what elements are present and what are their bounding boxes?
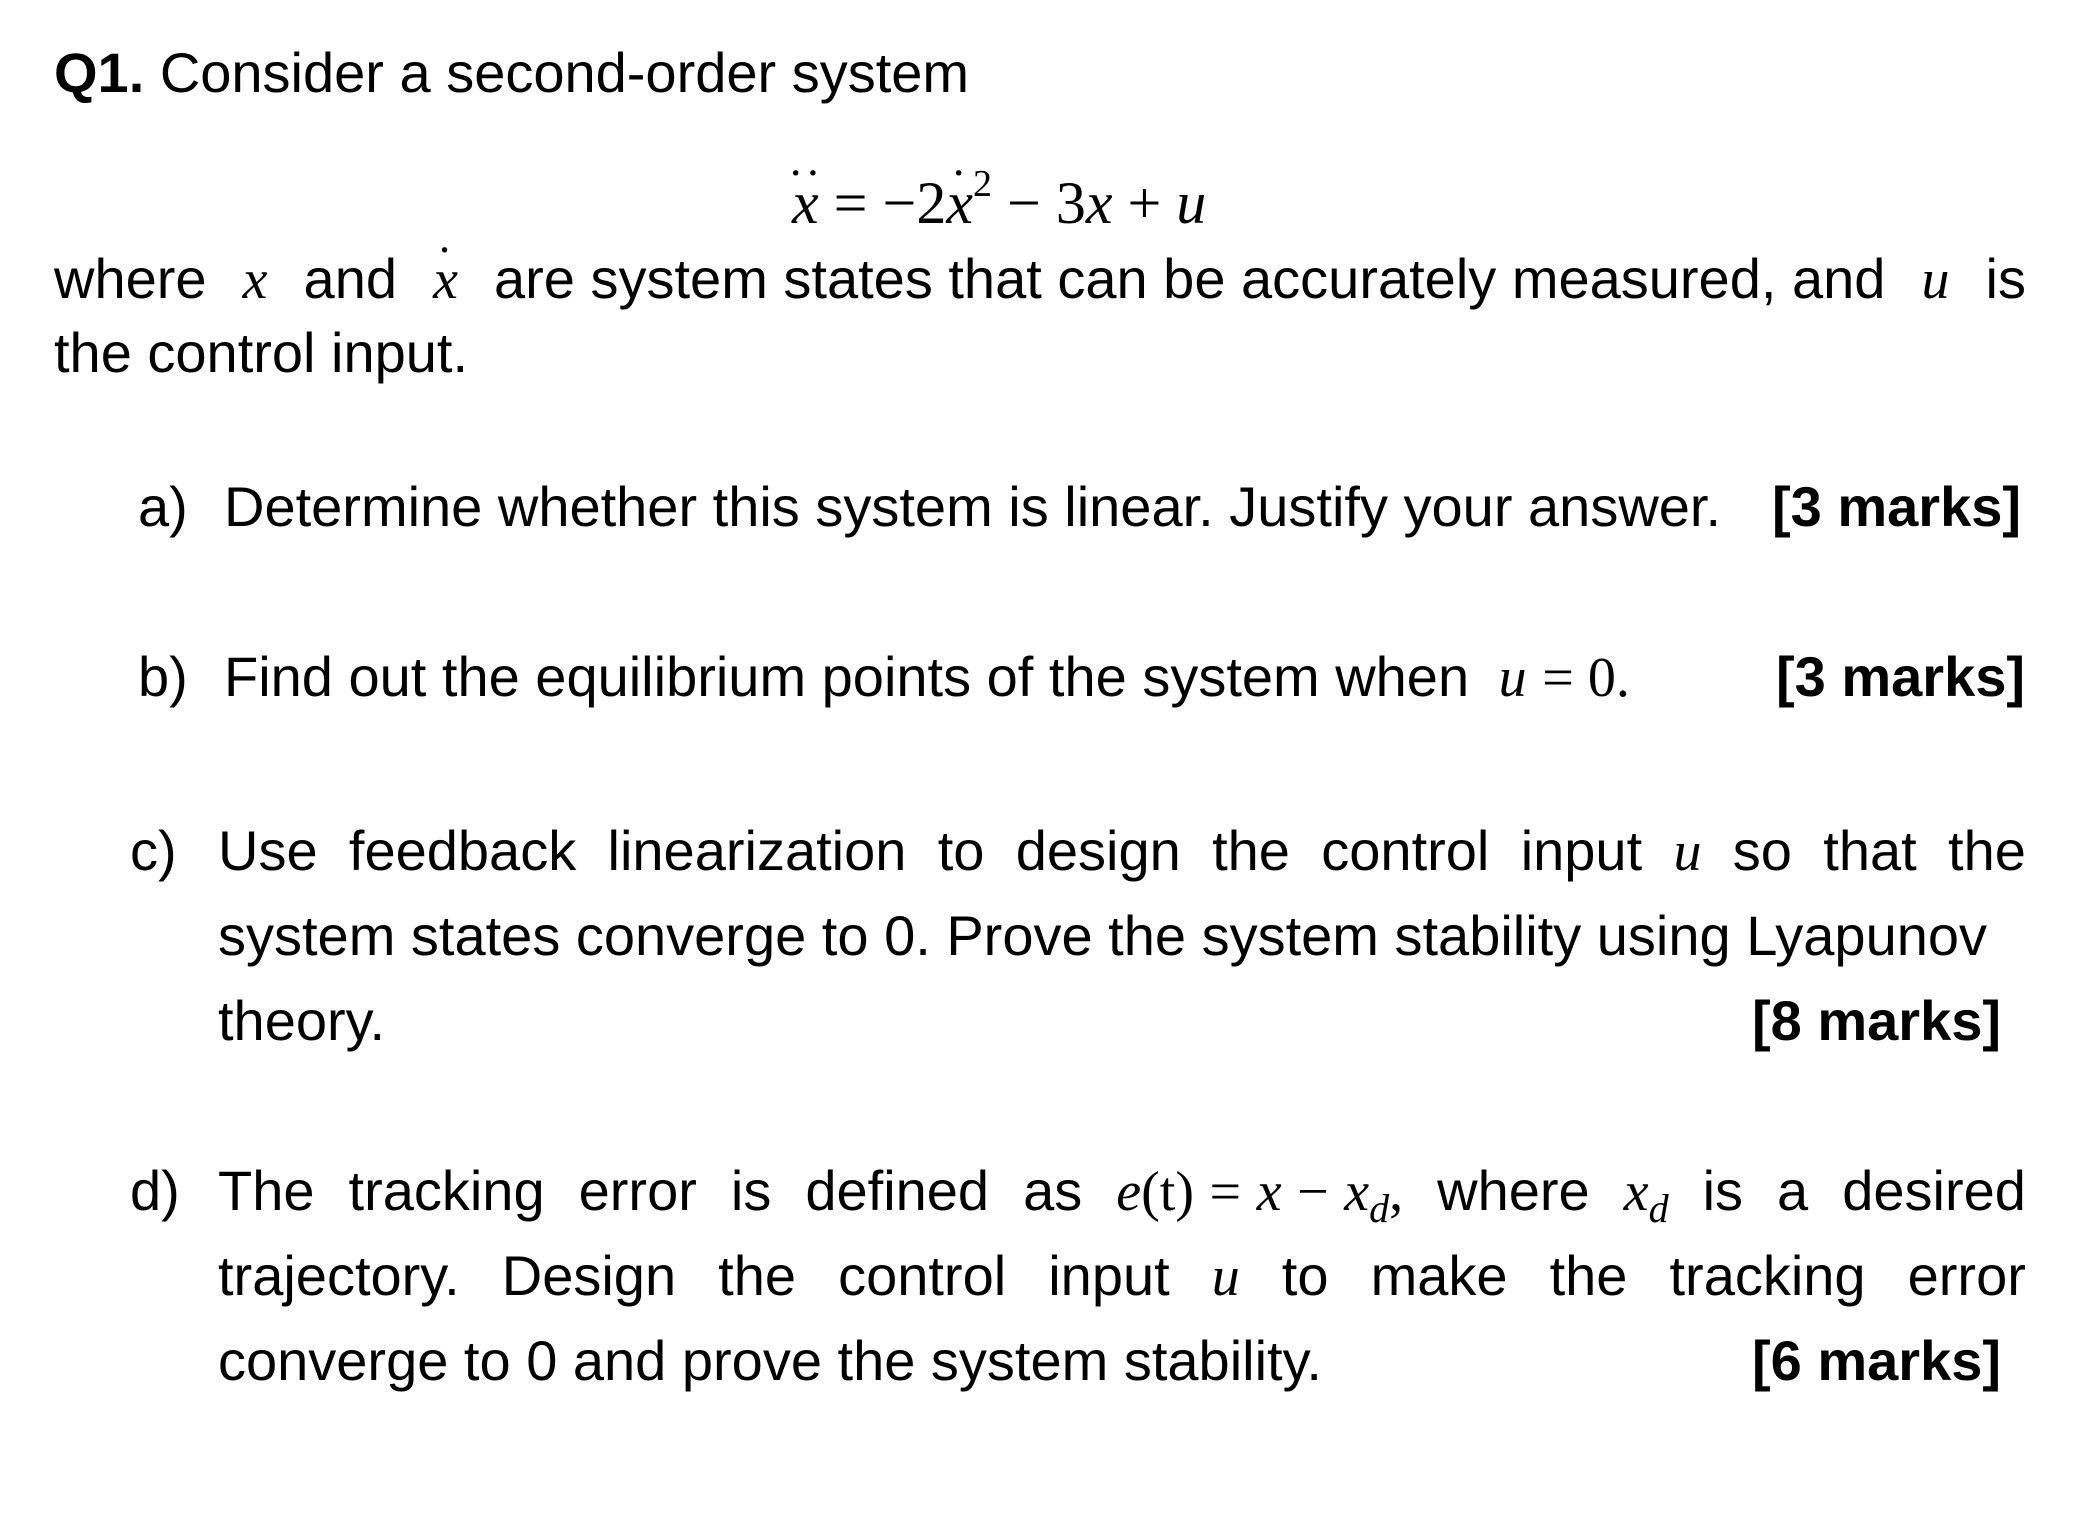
part-d-word: trajectory. [218,1244,460,1307]
part-d-word: a [1777,1159,1809,1222]
eq-lhs-xddot: ·· x [792,163,819,243]
part-d-word: tracking [348,1159,545,1222]
eq-minus: − [1006,170,1041,236]
part-d-word: the [1549,1244,1628,1307]
part-a-marks: [3 marks] [1772,475,2022,538]
part-c-var-u: u [1673,821,1702,883]
part-c-word: the [1948,819,2026,882]
expr-e: e [1116,1161,1142,1223]
system-equation [792,150,1206,243]
eq-coef-2: 3 [1055,170,1086,236]
expr-equals: = [1209,1161,1242,1223]
desc-text: are system states that can be accurately measured, and [494,247,1886,310]
part-d-word: to [1281,1244,1329,1307]
xd-var: x [1623,1161,1649,1223]
eq-xdot: · x [946,163,973,243]
eq-u: u [1176,170,1207,236]
part-c-word: design [1015,819,1181,882]
part-d-word: is [1702,1159,1744,1222]
part-b [138,642,1630,713]
eq-plus: + [1127,170,1162,236]
part-d-word: is [730,1159,772,1222]
part-d-word: Design [501,1244,677,1307]
desc-var-u: u [1921,249,1950,311]
part-c-word: control [1321,819,1490,882]
part-c-word: so [1732,819,1792,882]
part-a [138,472,1721,542]
part-d-word: defined [805,1159,990,1222]
question-heading [54,38,969,108]
part-d-word: input [1048,1244,1170,1307]
part-b-label: b) [138,645,188,708]
desc-var-x: x [242,249,268,311]
part-c-word: the [1212,819,1290,882]
part-d-line-3: converge to 0 and prove the system stability. [218,1329,1322,1392]
part-c-word: that [1823,819,1917,882]
part-c-line-2: system states converge to 0. Prove the system stability using Lyapunov [218,904,1988,967]
part-d-word: control [838,1244,1007,1307]
part-d-line-2 [218,1241,2026,1312]
part-d-marks: [6 marks] [1752,1329,2002,1392]
part-b-var-u: u [1498,647,1527,709]
part-c-line-3: theory. [218,989,386,1052]
desc-var-xdot: · x [433,245,458,315]
eq-x: x [1085,170,1113,236]
description-line-1 [54,244,2026,315]
expr-xd: x [1344,1161,1370,1223]
part-d-word: error [1907,1244,2026,1307]
part-c-line-1 [218,816,2026,887]
description-line-2: the control input. [54,321,469,384]
desc-word: and [303,247,397,310]
desc-word: is [1985,247,2026,310]
eq-exponent: 2 [972,163,992,205]
expr-t: (t) [1141,1161,1194,1223]
xd-sub: d [1648,1186,1669,1232]
part-d-word: tracking [1669,1244,1866,1307]
question-intro: Consider a second-order system [159,41,970,104]
part-d-word: the [718,1244,797,1307]
part-d-word: as [1023,1159,1083,1222]
desc-word: where [54,247,207,310]
part-d-word: The [218,1159,315,1222]
part-d-xd [1624,1156,1669,1244]
part-b-condition: = 0. [1542,647,1630,709]
part-b-text: Find out the equilibrium points of the system when [224,645,1470,708]
part-d-word: where [1437,1159,1590,1222]
part-a-text: Determine whether this system is linear. Justify your answer. [224,475,1722,538]
expr-minus: − [1297,1161,1329,1223]
part-d-word: desired [1842,1159,2026,1222]
part-c-label: c) [130,819,177,882]
part-c-word: input [1520,819,1643,882]
part-d-var-u: u [1211,1246,1240,1308]
part-c-word: linearization [607,819,907,882]
part-c-marks: [8 marks] [1752,989,2002,1052]
eq-equals: = [833,170,868,236]
part-c-word: Use [218,819,318,882]
expr-x: x [1256,1161,1282,1223]
expr-sub-d: d [1369,1186,1390,1232]
part-d-expression [1116,1156,1403,1244]
part-b-marks: [3 marks] [1776,645,2026,708]
part-c-word: feedback [348,819,577,882]
part-d-word: error [578,1159,697,1222]
part-d-label: d) [130,1159,180,1222]
part-a-label: a) [138,475,188,538]
part-d-word: make [1370,1244,1508,1307]
part-d-line-1 [218,1156,2026,1244]
expr-comma: , [1389,1161,1404,1223]
part-c-word: to [937,819,985,882]
question-number: Q1. [54,41,145,104]
eq-coef-1: −2 [882,170,947,236]
